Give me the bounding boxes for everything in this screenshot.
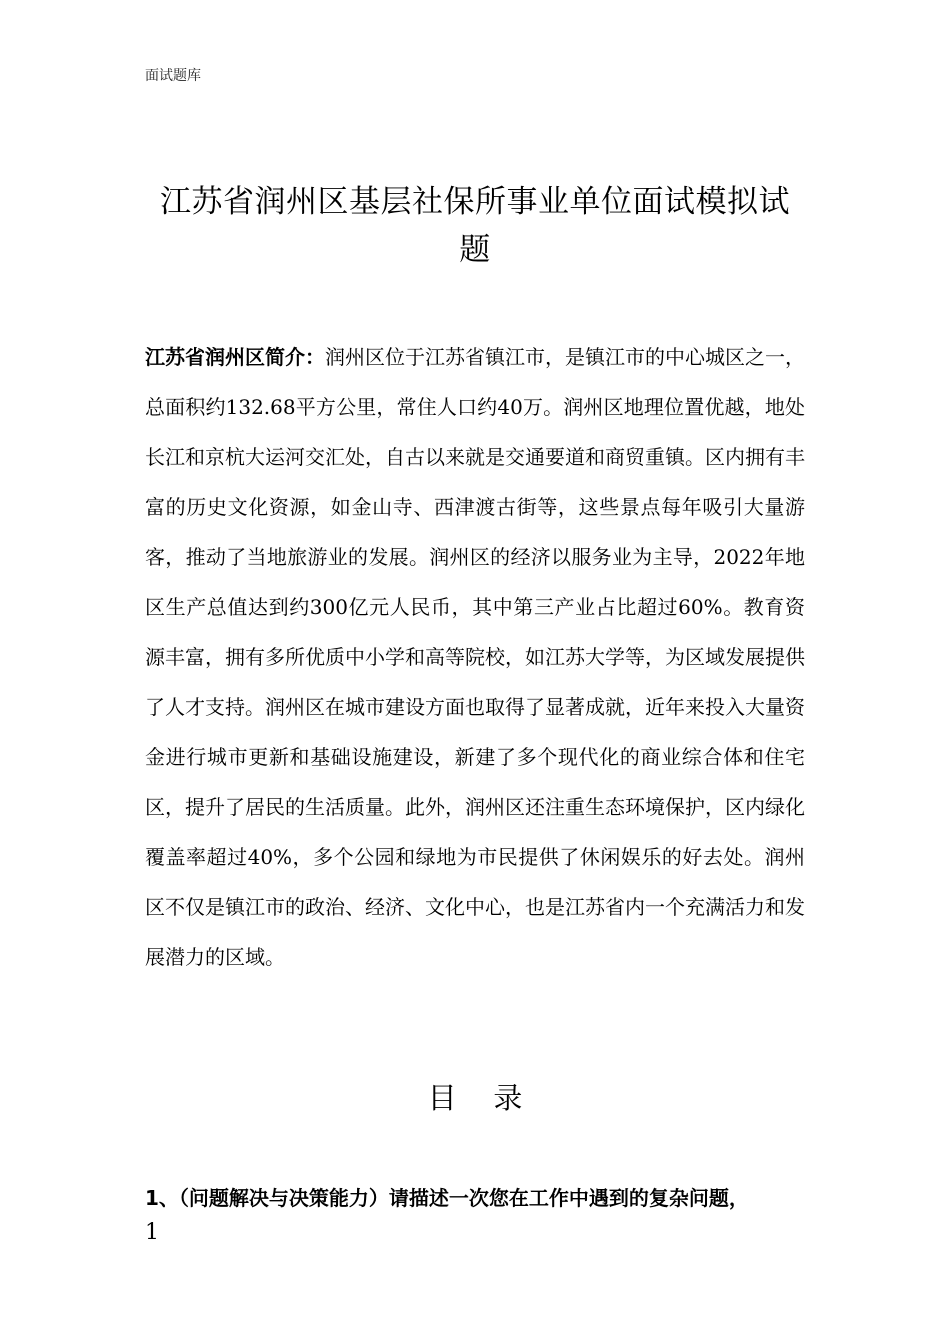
header-label: 面试题库 <box>145 68 201 84</box>
toc-item: 1、（问题解决与决策能力）请描述一次您在工作中遇到的复杂问题， <box>145 1186 749 1210</box>
toc-heading: 目 录 <box>427 1081 523 1115</box>
page-number: 1 <box>145 1220 159 1245</box>
document-title: 江苏省润州区基层社保所事业单位面试模拟试题 <box>160 184 790 268</box>
intro-paragraph <box>145 332 805 982</box>
intro-lead: 江苏省润州区简介： <box>145 345 325 369</box>
intro-body: 润州区位于江苏省镇江市，是镇江市的中心城区之一，总面积约132.68平方公里，常住人口约40万。润州区地理位置优越，地处长江和京杭大运河交汇处，自古以来就是交通要道和商贸重镇。区内拥有丰富的历史文化资源，如金山寺、西津渡古街等，这些景点每年吸引大量游客，推动了当地旅游业的发展。润州区的经济以服务业为主导，2022年地区生产总值达到约300亿元人民币，其中第三产业占比超过60%。教育资源丰富，拥有多所优质中小学和高等院校，如江苏大学等，为区域发展提供了人才支持。润州区在城市建设方面也取得了显著成就，近年来投入大量资金进行城市更新和基础设施建设，新建了多个现代化的商业综合体和住宅区，提升了居民的生活质量。此外，润州区还注重生态环境保护，区内绿化覆盖率超过40%，多个公园和绿地为市民提供了休闲娱乐的好去处。润州区不仅是镇江市的政治、经济、文化中心，也是江苏省内一个充满活力和发展潜力的区域。 <box>145 345 805 969</box>
